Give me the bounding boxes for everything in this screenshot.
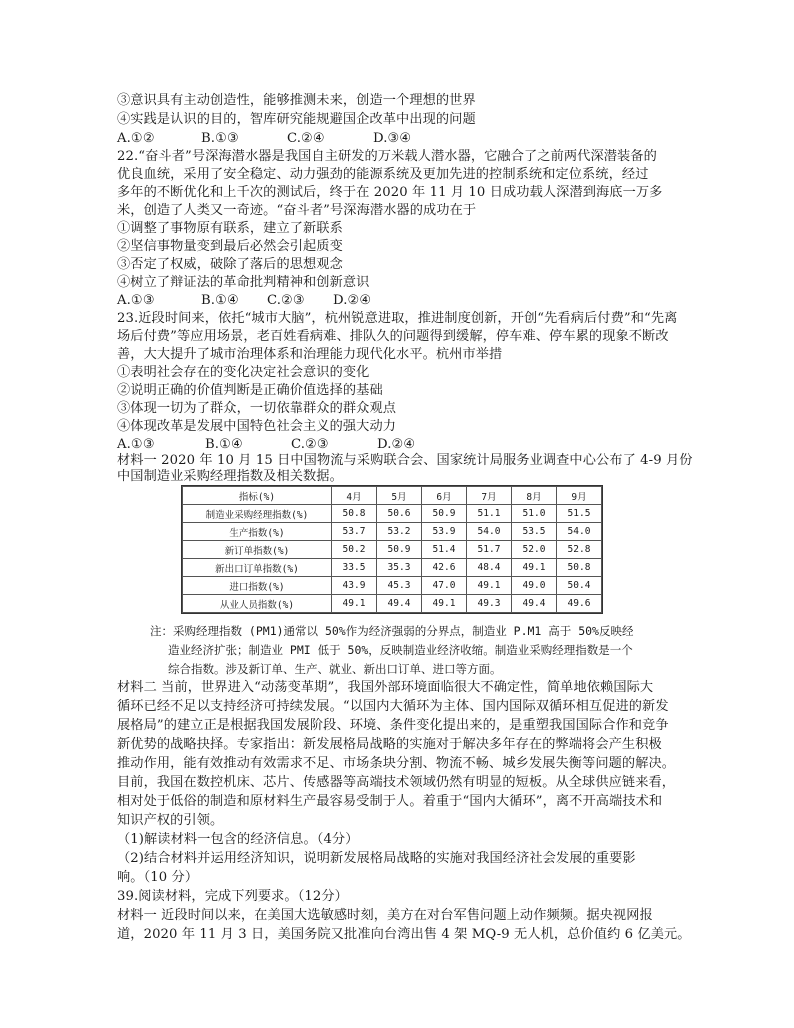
table-cell: 51.5 [557, 505, 602, 523]
q22-stem-line: 22.“奋斗者”号深海潜水器是我国自主研发的万米载人潜水器，它融合了之前两代深潜装备的 [117, 149, 657, 164]
material2-line: 新优势的战略抉择。专家指出：新发展格局战略的实施对于解决多年存在的弊端将会产生积极 [117, 737, 662, 752]
question-2-cont: 响。（10 分） [117, 870, 199, 885]
q23-stem-line: 场后付费”等应用场景，老百姓看病难、排队久的问题得到缓解，停车难、停车累的现象不断改 [117, 329, 669, 344]
item-3-q21: ③意识具有主动创造性，能够推测未来，创造一个理想的世界 [117, 93, 476, 108]
q21-options [117, 130, 411, 148]
option-a: A.①③ [117, 437, 155, 452]
table-cell: 制造业采购经理指数(%) [183, 505, 332, 523]
material2-line: 展格局”的建立正是根据我国发展阶段、环境、条件变化提出来的，是重塑我国国际合作和竞争 [117, 718, 669, 733]
table-cell: 51.1 [467, 505, 512, 523]
table-row [183, 595, 602, 613]
table-cell: 50.9 [422, 505, 467, 523]
q23-item-3: ③体现一切为了群众，一切依靠群众的群众观点 [117, 401, 397, 416]
table-cell: 49.1 [512, 559, 557, 577]
table-cell: 52.8 [557, 541, 602, 559]
q39-text: 道，2020 年 11 月 3 日，美国务院又批准向台湾出售 4 架 MQ-9 无人机，总价值约 6 亿美元。 [117, 927, 691, 942]
material2-line: 相对处于低俗的制造和原材料生产最容易受制于人。着重于“国内大循环”，离不开高端技术和 [117, 794, 663, 809]
q39-text: 材料一 近段时间以来，在美国大选敏感时刻，美方在对台军售问题上动作频频。据央视网报 [117, 908, 653, 923]
q22-item-3: ③否定了权威，破除了落后的思想观念 [117, 257, 343, 272]
table-header-cell: 9月 [557, 487, 602, 505]
table-note: 综合指数。涉及新订单、生产、就业、新出口订单、进口等方面。 [168, 662, 502, 676]
option-d: D.②④ [377, 437, 416, 452]
table-cell: 54.0 [557, 523, 602, 541]
table-cell: 49.1 [422, 595, 467, 613]
table-row [183, 541, 602, 559]
material1-intro: 材料一 2020 年 10 月 15 日中国物流与采购联合会、国家统计局服务业调查中心公布了 4-9 月份 [117, 453, 693, 468]
q22-item-2: ②坚信事物量变到最后必然会引起质变 [117, 239, 343, 254]
table-cell: 53.2 [377, 523, 422, 541]
table-cell: 33.5 [332, 559, 377, 577]
table-cell: 53.9 [422, 523, 467, 541]
option-c: C.②③ [291, 437, 329, 452]
option-b: B.①④ [201, 293, 239, 308]
table-note: 注：采购经理指数 (PM1)通常以 50%作为经济强弱的分界点，制造业 P.M1 高于 50%反映经 [150, 624, 634, 638]
table-cell: 42.6 [422, 559, 467, 577]
option-c: C.②③ [267, 293, 305, 308]
table-cell: 50.4 [557, 577, 602, 595]
material2-line: 知识产权的引领。 [117, 813, 224, 828]
table-header-cell: 6月 [422, 487, 467, 505]
q22-item-1: ①调整了事物原有联系，建立了新联系 [117, 221, 343, 236]
table-cell: 49.1 [467, 577, 512, 595]
table-cell: 51.4 [422, 541, 467, 559]
table-cell: 53.7 [332, 523, 377, 541]
table-cell: 49.1 [332, 595, 377, 613]
option-a: A.①② [117, 131, 155, 146]
table-cell: 50.2 [332, 541, 377, 559]
table-cell: 43.9 [332, 577, 377, 595]
table-cell: 53.5 [512, 523, 557, 541]
q22-stem-line: 米，创造了人类又一奇迹。“奋斗者”号深海潜水器的成功在于 [117, 203, 477, 218]
material2-line: 目前，我国在数控机床、芯片、传感器等高端技术领域仍然有明显的短板。从全球供应链来看， [117, 775, 676, 790]
table-row [183, 559, 602, 577]
table-cell: 54.0 [467, 523, 512, 541]
table-row [183, 523, 602, 541]
material2-line: 推动作用，能有效推动有效需求不足、市场条块分割、物流不畅、城乡发展失衡等问题的解决。 [117, 756, 676, 771]
option-a: A.①③ [117, 293, 155, 308]
q22-stem-line: 多年的不断优化和上千次的测试后，终于在 2020 年 11 月 10 日成功载人深潜到海底一万多 [117, 185, 663, 200]
table-cell: 45.3 [377, 577, 422, 595]
table-cell: 新订单指数(%) [183, 541, 332, 559]
table-cell: 49.4 [377, 595, 422, 613]
table-cell: 51.7 [467, 541, 512, 559]
table-cell: 49.4 [512, 595, 557, 613]
question-1: （1)解读材料一包含的经济信息。（4分） [117, 832, 359, 847]
q22-item-4: ④树立了辩证法的革命批判精神和创新意识 [117, 275, 370, 290]
option-c: C.②④ [287, 131, 325, 146]
table-header-cell: 指标(%) [183, 487, 332, 505]
table-cell: 从业人员指数(%) [183, 595, 332, 613]
option-b: B.①④ [205, 437, 243, 452]
table-header-cell: 8月 [512, 487, 557, 505]
table-cell: 47.0 [422, 577, 467, 595]
material1-intro: 中国制造业采购经理指数及相关数据。 [117, 469, 343, 484]
question-2: （2)结合材料并运用经济知识，说明新发展格局战略的实施对我国经济社会发展的重要影 [117, 851, 636, 866]
table-cell: 50.8 [557, 559, 602, 577]
item-4-q21: ④实践是认识的目的，智库研究能规避国企改革中出现的问题 [117, 112, 476, 127]
table-cell: 进口指数(%) [183, 577, 332, 595]
q23-item-2: ②说明正确的价值判断是正确价值选择的基础 [117, 383, 383, 398]
table-header-cell: 5月 [377, 487, 422, 505]
table-cell: 50.8 [332, 505, 377, 523]
q23-item-4: ④体现改革是发展中国特色社会主义的强大动力 [117, 419, 397, 434]
q23-stem-line: 善，大大提升了城市治理体系和治理能力现代化水平。杭州市举措 [117, 347, 503, 362]
table-cell: 50.6 [377, 505, 422, 523]
table-cell: 35.3 [377, 559, 422, 577]
table-note: 造业经济扩张；制造业 PMI 低于 50%，反映制造业经济收缩。制造业采购经理指数是一个 [168, 643, 633, 657]
table-cell: 50.9 [377, 541, 422, 559]
table-cell: 生产指数(%) [183, 523, 332, 541]
table-cell: 新出口订单指数(%) [183, 559, 332, 577]
table-header-cell: 7月 [467, 487, 512, 505]
pmi-table [181, 485, 603, 614]
q22-stem-line: 优良血统，采用了安全稳定、动力强劲的能源系统及更加先进的控制系统和定位系统，经过 [117, 167, 649, 182]
material2-line: 循环已经不足以支持经济可持续发展。“以国内大循环为主体、国内国际双循环相互促进的新发 [117, 699, 669, 714]
table-row [183, 505, 602, 523]
table-cell: 49.3 [467, 595, 512, 613]
q39-title: 39.阅读材料，完成下列要求。（12分） [117, 889, 348, 904]
q23-item-1: ①表明社会存在的变化决定社会意识的变化 [117, 365, 370, 380]
option-d: D.②④ [333, 293, 372, 308]
q22-options [117, 292, 371, 310]
table-cell: 49.0 [512, 577, 557, 595]
table-cell: 49.6 [557, 595, 602, 613]
option-b: B.①③ [201, 131, 239, 146]
q23-stem-line: 23.近段时间来，依托“城市大脑”，杭州锐意进取，推进制度创新，开创“先看病后付费”和“先离 [117, 311, 678, 326]
table-cell: 51.0 [512, 505, 557, 523]
table-cell: 52.0 [512, 541, 557, 559]
option-d: D.③④ [373, 131, 412, 146]
table-header-cell: 4月 [332, 487, 377, 505]
material2-line: 材料二 当前，世界进入“动荡变革期”，我国外部环境面临很大不确定性，简单地依赖国际大 [117, 680, 654, 695]
table-header-row [183, 487, 602, 505]
table-cell: 48.4 [467, 559, 512, 577]
table-row [183, 577, 602, 595]
